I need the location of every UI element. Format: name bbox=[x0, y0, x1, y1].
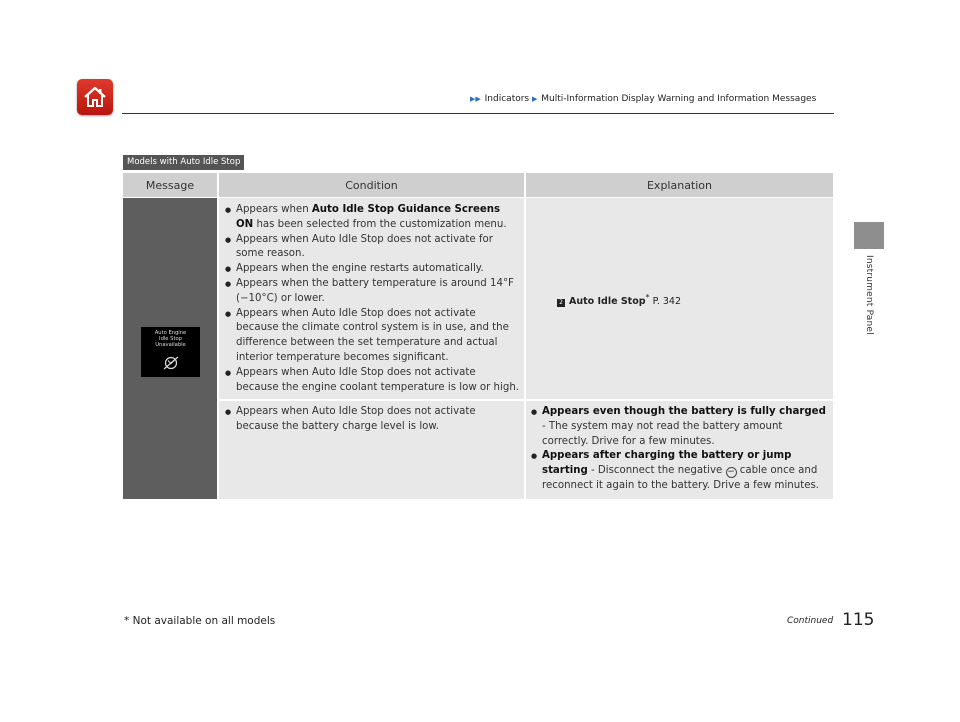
list-item: ● Appears when the engine restarts automatically. bbox=[224, 262, 520, 277]
list-item: ● Appears when Auto Idle Stop does not activate because the engine coolant temperature is low or high. bbox=[224, 366, 520, 396]
page-number: 115 bbox=[842, 610, 875, 630]
display-message-image bbox=[141, 327, 200, 377]
model-tag: Models with Auto Idle Stop bbox=[123, 155, 244, 170]
screen-line: Idle Stop bbox=[159, 336, 182, 342]
header-rule bbox=[122, 113, 834, 114]
section-tab-marker bbox=[854, 222, 884, 249]
column-header-message: Message bbox=[123, 173, 217, 197]
column-header-explanation: Explanation bbox=[526, 173, 833, 197]
breadcrumb-arrows-icon: ▶▶ bbox=[470, 95, 481, 103]
continued-label: Continued bbox=[787, 616, 834, 626]
list-item: ● Appears when the battery temperature is around 14°F (−10°C) or lower. bbox=[224, 277, 520, 307]
guidance-screens-setting: Auto Idle Stop Guidance Screens ON bbox=[236, 204, 501, 230]
list-item: ● Appears when Auto Idle Stop does not activate because the climate control system is in use, and the difference between the set temperature and actual interior temperature becomes significant. bbox=[224, 307, 520, 366]
screen-line: Auto Engine bbox=[154, 330, 187, 336]
breadcrumb-separator-icon: ▶ bbox=[532, 95, 538, 103]
explanation-list bbox=[530, 405, 830, 494]
list-item: ● Appears when Auto Idle Stop Guidance Screens ON has been selected from the customization menu. bbox=[224, 203, 520, 233]
condition-cell-row2 bbox=[219, 401, 524, 499]
condition-list bbox=[224, 405, 520, 435]
breadcrumb-subsection[interactable]: Multi-Information Display Warning and Information Messages bbox=[541, 94, 817, 104]
breadcrumb-section[interactable]: Indicators bbox=[484, 94, 530, 104]
reference-icon: 2 bbox=[557, 299, 565, 307]
auto-idle-stop-off-icon bbox=[162, 355, 180, 371]
auto-idle-stop-reference-link[interactable]: 2 Auto Idle Stop* P. 342 bbox=[557, 293, 681, 307]
condition-cell-row1 bbox=[219, 198, 524, 399]
list-item: ● Appears even though the battery is fully charged - The system may not read the battery amount correctly. Drive for a few minutes. bbox=[530, 405, 830, 449]
home-button[interactable] bbox=[77, 79, 113, 115]
negative-terminal-icon: − bbox=[727, 467, 735, 478]
list-item: ● Appears after charging the battery or jump starting - Disconnect the negative − cable once and reconnect it again to the battery. Drive a few minutes. bbox=[530, 449, 830, 493]
column-header-condition: Condition bbox=[219, 173, 524, 197]
screen-line: Unavailable bbox=[155, 342, 186, 348]
footnote: * Not available on all models bbox=[124, 615, 276, 627]
section-tab-label: Instrument Panel bbox=[864, 255, 874, 335]
explanation-cell-row2 bbox=[526, 401, 833, 499]
home-icon bbox=[82, 84, 108, 110]
breadcrumb bbox=[470, 94, 816, 104]
condition-list bbox=[224, 203, 520, 395]
list-item: ● Appears when Auto Idle Stop does not activate for some reason. bbox=[224, 233, 520, 263]
list-item: ● Appears when Auto Idle Stop does not activate because the battery charge level is low. bbox=[224, 405, 520, 435]
